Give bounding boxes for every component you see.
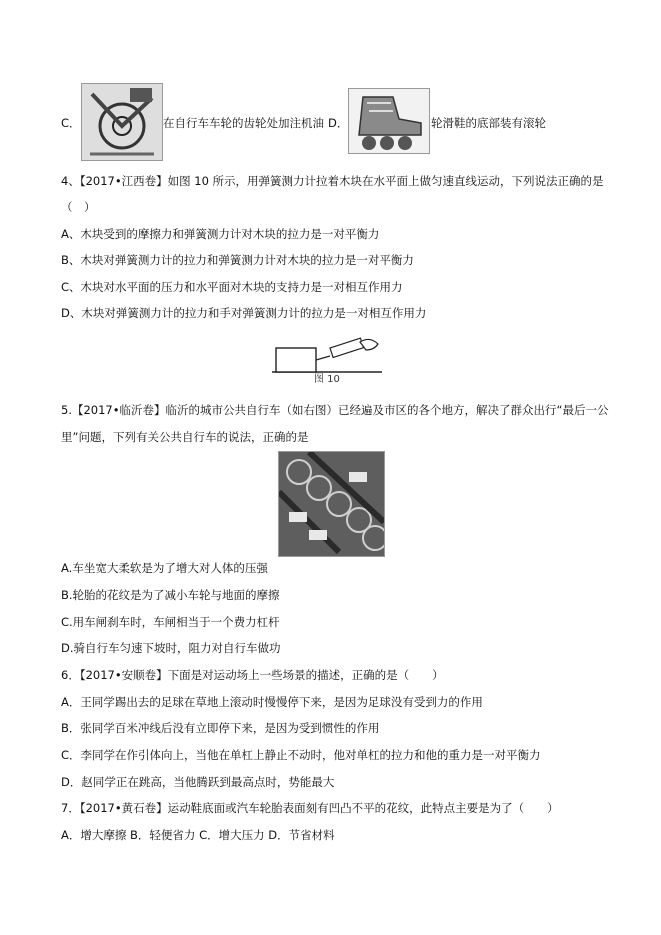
- bicycle-gear-photo: [81, 83, 163, 161]
- q3-option-d-label: D．: [328, 116, 349, 130]
- q3-option-d-text: 轮滑鞋的底部装有滚轮: [431, 116, 546, 130]
- figure-10-caption: 图 10: [314, 374, 340, 385]
- q6-option-d: D．赵同学正在跳高，当他腾跃到最高点时，势能最大: [61, 775, 335, 789]
- q4-stem: 4、【2017•江西卷】如图 10 所示，用弹簧测力计拉着木块在水平面上做匀速直线运动，下列说法正确的是: [61, 174, 604, 188]
- q4-blank: （ ）: [61, 200, 96, 214]
- q6-option-b: B．张同学百米冲线后没有立即停下来，是因为受到惯性的作用: [61, 721, 380, 735]
- figure-10: [270, 334, 386, 390]
- q4-option-a: A、木块受到的摩擦力和弹簧测力计对木块的拉力是一对平衡力: [61, 227, 380, 241]
- roller-skate-photo: [348, 88, 430, 154]
- q3-option-c-text: 在自行车车轮的齿轮处加注机油: [163, 116, 324, 130]
- q4-option-b: B、木块对弹簧测力计的拉力和弹簧测力计对木块的拉力是一对平衡力: [61, 253, 414, 267]
- public-bicycles-photo: [278, 451, 385, 557]
- q6-option-a: A．王同学踢出去的足球在草地上滚动时慢慢停下来，是因为足球没有受到力的作用: [61, 695, 483, 709]
- q5-stem-line1: 5.【2017•临沂卷】临沂的城市公共自行车（如右图）已经遍及市区的各个地方，解决了群众出行“最后一公: [61, 403, 609, 417]
- q5-option-c: C.用车闸刹车时，车闸相当于一个费力杠杆: [61, 615, 280, 629]
- q6-option-c: C．李同学在作引体向上，当他在单杠上静止不动时，他对单杠的拉力和他的重力是一对平衡力: [61, 748, 541, 762]
- q5-option-b: B.轮胎的花纹是为了减小车轮与地面的摩擦: [61, 588, 280, 602]
- q5-option-a: A.车坐宽大柔软是为了增大对人体的压强: [61, 561, 268, 575]
- q5-stem-line2: 里”问题，下列有关公共自行车的说法，正确的是: [61, 430, 309, 444]
- q4-option-d: D、木块对弹簧测力计的拉力和手对弹簧测力计的拉力是一对相互作用力: [61, 306, 427, 320]
- q7-stem: 7．【2017•黄石卷】运动鞋底面或汽车轮胎表面刻有凹凸不平的花纹，此特点主要是为了（ ）: [61, 801, 559, 815]
- q3-option-c-label: C．: [61, 116, 81, 130]
- q4-option-c: C、木块对水平面的压力和水平面对木块的支持力是一对相互作用力: [61, 280, 403, 294]
- q6-stem: 6．【2017•安顺卷】下面是对运动场上一些场景的描述，正确的是（ ）: [61, 668, 444, 682]
- q7-options: A．增大摩擦 B．轻便省力 C．增大压力 D．节省材料: [61, 828, 335, 842]
- q5-option-d: D.骑自行车匀速下坡时，阻力对自行车做功: [61, 641, 281, 655]
